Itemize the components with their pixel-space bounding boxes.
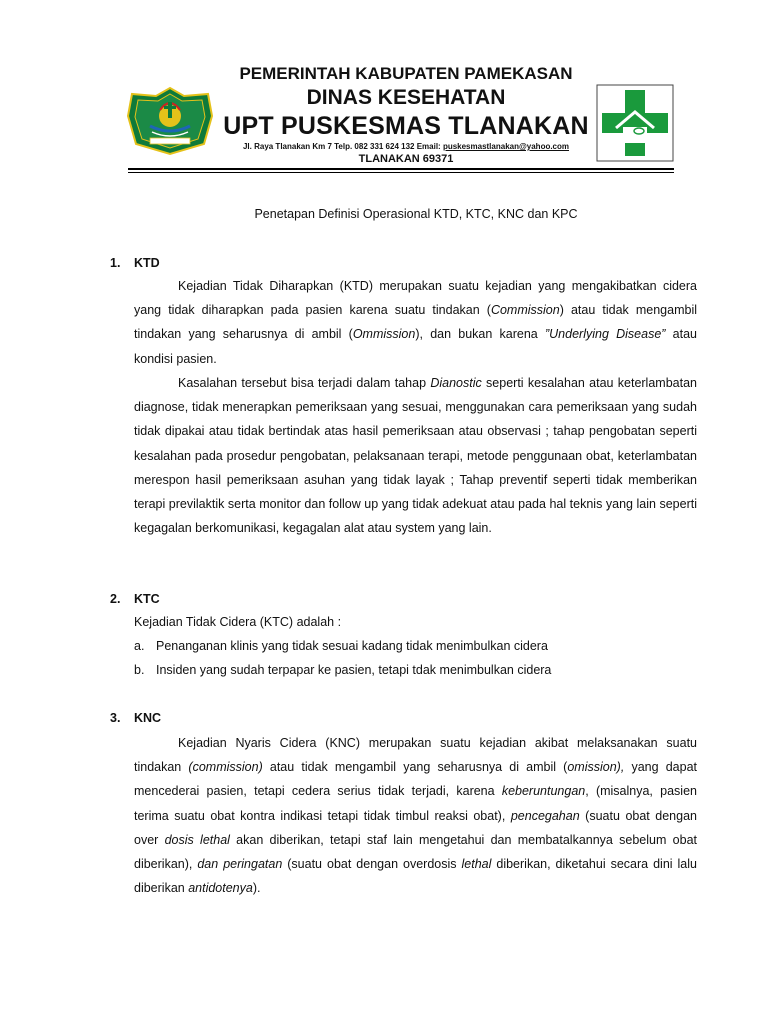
section-title: KNC <box>134 711 162 725</box>
section-title: KTD <box>134 256 160 270</box>
text-run: atau tidak mengambil yang seharusnya di ambil ( <box>262 760 568 775</box>
section-heading-ktc <box>110 592 160 606</box>
section-heading-ktd <box>110 256 160 270</box>
list-text: Insiden yang sudah terpapar ke pasien, tetapi tdak menimbulkan cidera <box>156 663 552 677</box>
letterhead-rule-thin <box>128 172 674 173</box>
italic-term: (commission) <box>188 760 263 775</box>
list-text: Penanganan klinis yang tidak sesuai kadang tidak menimbulkan cidera <box>156 639 548 653</box>
ktc-intro: Kejadian Tidak Cidera (KTC) adalah : <box>134 615 342 629</box>
italic-term: pencegahan <box>510 808 580 823</box>
italic-term: dan peringatan <box>197 857 283 872</box>
ktd-paragraph-2 <box>134 371 697 540</box>
text-run: seperti kesalahan atau keterlambatan diagnose, tidak menerapkan pemeriksaan yang sesuai, menggunakan cara pemeriksaan yang sudah tidak dipakai atau tidak bertindak atas hasil pemeriksaan atau observasi ; tahap pengobatan seperti kesalahan pada prosedur pengobatan, pelaksanaan terapi, metode penggunaan obat, keterlambatan merespon hasil pemeriksaan asuhan yang tidak layak ; Tahap preventif seperti tidak memberikan terapi previlaktik serta monitor dan follow up yang tidak adekuat atau pada hal teknis yang lain seperti kegagalan berkomunikasi, kegagalan alat atau system yang lain. <box>134 376 697 536</box>
italic-term: dosis lethal <box>164 832 230 847</box>
address-text: Jl. Raya Tlanakan Km 7 Telp. 082 331 624 132 Email: <box>242 142 443 151</box>
list-letter: a. <box>134 639 145 653</box>
letterhead-postal: TLANAKAN 69371 <box>358 153 454 165</box>
letterhead-rule-thick <box>128 168 674 170</box>
italic-term: antidotenya <box>188 881 253 896</box>
letterhead-agency: DINAS KESEHATAN <box>306 86 506 109</box>
section-number: 3. <box>110 711 121 725</box>
text-run: diberikan, diketahui secara dini lalu diberikan <box>134 857 697 896</box>
letterhead-address <box>216 142 596 151</box>
italic-term: keberuntungan <box>501 784 586 799</box>
text-run: ), dan bukan karena <box>415 327 545 342</box>
text-run: , (misalnya, pasien terima suatu obat kontra indikasi tetapi tidak timbul reaksi obat), <box>134 784 697 823</box>
text-run: akan diberikan, tetapi staf lain mengetahui dan membatalkannya sebelum obat diberikan), <box>134 832 697 872</box>
knc-paragraph-1 <box>134 731 697 900</box>
text-run: ) atau tidak mengambil tindakan yang seharusnya di ambil ( <box>134 303 698 342</box>
text-run: yang dapat mencederai pasien, tetapi cedera serius tidak terjadi, karena <box>134 760 697 799</box>
italic-term: lethal <box>461 857 492 872</box>
text-run: Kejadian Nyaris Cidera (KNC) merupakan suatu kejadian akibat melaksanakan suatu tindakan <box>134 736 697 775</box>
italic-term: ”Underlying Disease” <box>544 327 666 342</box>
document-title: Penetapan Definisi Operasional KTD, KTC, KNC dan KPC <box>254 207 578 221</box>
section-title: KTC <box>134 592 160 606</box>
section-number: 2. <box>110 592 121 606</box>
letterhead-government: PEMERINTAH KABUPATEN PAMEKASAN <box>239 64 573 83</box>
section-number: 1. <box>110 256 121 270</box>
list-letter: b. <box>134 663 145 677</box>
letterhead-unit-name: UPT PUSKESMAS TLANAKAN <box>223 112 589 140</box>
italic-term: omission), <box>567 760 625 775</box>
email-link[interactable]: puskesmastlanakan@yahoo.com <box>442 142 570 151</box>
text-run: (suatu obat dengan overdosis <box>282 857 462 872</box>
list-item <box>134 663 551 677</box>
section-heading-knc <box>110 711 161 725</box>
italic-term: Ommission <box>352 327 416 342</box>
italic-term: Dianostic <box>430 376 482 390</box>
ktd-paragraph-1 <box>134 274 697 371</box>
list-item <box>134 639 548 653</box>
text-run: ). <box>252 881 261 896</box>
text-run: Kasalahan tersebut bisa terjadi dalam tahap <box>178 376 431 390</box>
pamekasan-emblem-logo <box>124 86 216 156</box>
puskesmas-logo <box>596 84 674 162</box>
text-run: atau kondisi pasien. <box>134 327 697 366</box>
italic-term: Commission <box>490 303 560 318</box>
text-run: Kejadian Tidak Diharapkan (KTD) merupakan suatu kejadian yang mengakibatkan cidera yang tidak diharapkan pada pasien karena suatu tindakan ( <box>134 279 697 318</box>
text-run: (suatu obat dengan over <box>134 808 697 847</box>
